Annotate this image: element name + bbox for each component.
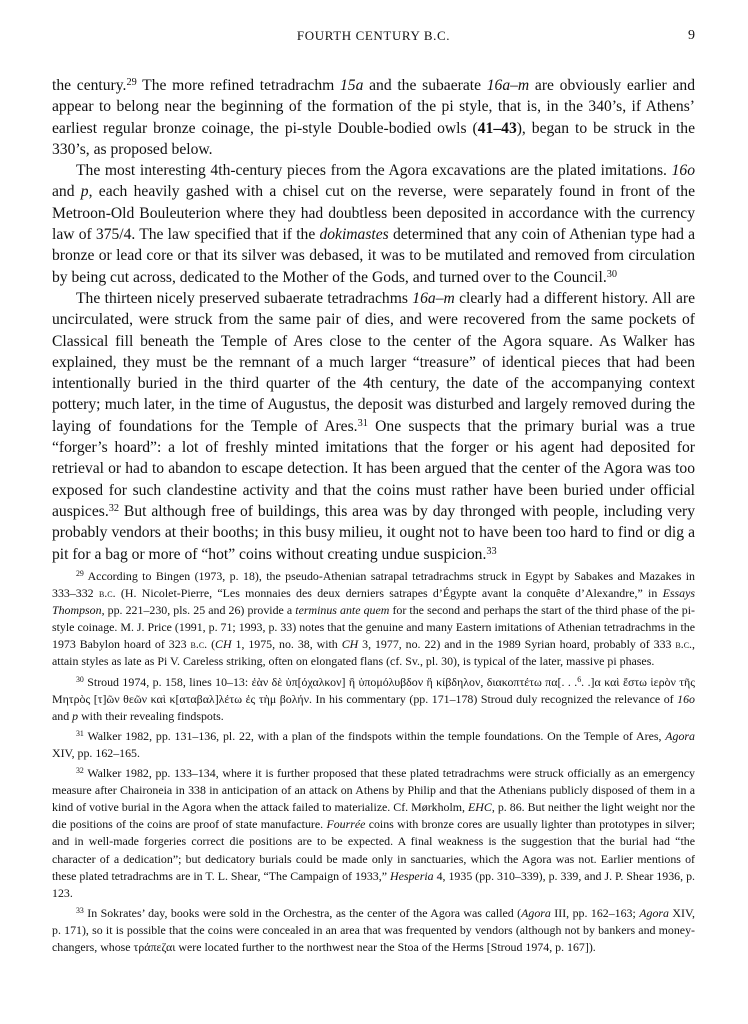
running-head: FOURTH CENTURY B.C.	[296, 28, 451, 43]
paragraph-3: The thirteen nicely preserved subaerate tetradrachms 16a–m clearly had a different history. All are uncirculated, were struck from the same pair of dies, and were recovered from the same pockets of Classical fill beneath the Temple of Ares close to the center of the Agora square. As Walker has explained, they must be the remnant of a much larger “treasure” of identical pieces that had been intentionally buried in the third quarter of the 4th century, the date of the accompanying context pottery; much later, in the time of Augustus, the deposit was disturbed and largely removed during the laying of foundations for the Temple of Ares.$^{31}$ One suspects that the primary burial was a true “forger’s hoard”: a lot of freshly minted imitations that the forger or his agent had deposited for retrieval or had to abandon to escape detection. It has been argued that the center of the Agora was too exposed for such clandestine activity and that the coins must rather have been buried under official auspices.$^{32}$ But although free of buildings, this area was by day thronged with people, including very probably vendors at their booths; in this busy milieu, it ought not to have been too hard to find or dig a pit for a bag or more of “hot” coins without creating undue suspicion.$^{33}$	[52, 289, 695, 563]
footnote-31: $^{31}$ Walker 1982, pp. 131–136, pl. 22, with a plan of the findspots within the temple foundations. On the Temple of Ares, Agora XIV, pp. 162–165.	[52, 728, 695, 760]
footnote-ref-33[interactable]: 33	[486, 545, 497, 557]
footnote-ref-29[interactable]: 29	[126, 76, 137, 88]
main-text	[52, 75, 695, 565]
footnote-ref-32[interactable]: 32	[108, 502, 120, 514]
paragraph-1: the century.$^{29}$ The more refined tetradrachm 15a and the subaerate 16a–m are obviously earlier and appear to belong near the beginning of the formation of the pi style, that is, in the 340’s, if Athens’ earliest regular bronze coinage, the pi-style Double-bodied owls (41–43), began to be struck in the 330’s, as proposed below.	[52, 76, 695, 158]
footnote-32: $^{32}$ Walker 1982, pp. 133–134, where it is further proposed that these plated tetradrachms were struck officially as an emergency measure after Chaironeia in 338 in anticipation of an attack on Athens by Philip and that the Athenians publicly disposed of them in a kind of votive burial in the Agora when the attack failed to materialize. Cf. Mørkholm, EHC, p. 86. But neither the light weight nor the die positions of the coins are proof of state manufacture. Fourrée coins with bronze cores are usually lighter than prototypes in silver; and in well-made forgeries correct die positions are to be expected. A final weakness is the suggestion that the burial had “the character of a dedication”; but dedicatory burials could be made only in sanctuaries, which the Agora was not. Earlier mentions of these plated tetradrachms are in T. L. Shear, “The Campaign of 1933,” Hesperia 4, 1935 (pp. 310–339), p. 339, and J. P. Shear 1936, p. 123.	[52, 766, 695, 900]
footnote-30: $^{30}$ Stroud 1974, p. 158, lines 10–13: ἐὰν δὲ ὑπ[όχαλκον] ἢ ὑπομόλυβδον ἢ κίβδηλον, διακοπτέτω πα[. . .$^6$. .]α καὶ ἔστω ἱερὸν τῆς Μητρὸς [τ]ῶν θεῶν καὶ κ[αταβαλ]λέτω ἐς τὴμ βολήν. In his commentary (pp. 171–178) Stroud duly recognized the relevance of 16o and p with their revealing findspots.	[52, 674, 695, 723]
footnote-ref-30[interactable]: 30	[606, 268, 618, 280]
catalogue-ref-41-43: 41–43	[477, 119, 517, 137]
paragraph-2: The most interesting 4th-century pieces from the Agora excavations are the plated imitations. 16o and p, each heavily gashed with a chisel cut on the reverse, were separately found in front of the Metroon-Old Bouleuterion where they had doubtless been deposited in accordance with the currency law of 375/4. The law specified that if the dokimastes determined that any coin of Athenian type had a bronze or lead core or that its silver was debased, it was to be mutilated and removed from circulation by being cut across, dedicated to the Mother of the Gods, and turned over to the Council.$^{30}$	[52, 162, 696, 286]
footnotes	[52, 568, 695, 959]
footnote-ref-31[interactable]: 31	[357, 417, 368, 429]
footnote-29: $^{29}$ According to Bingen (1973, p. 18), the pseudo-Athenian satrapal tetradrachms struck in Egypt by Sabakes and Mazakes in 333–332 b.c. (H. Nicolet-Pierre, “Les monnaies des deux derniers satrapes d’Égypte avant la conquête d’Alexandre,” in Essays Thompson, pp. 221–230, pls. 25 and 26) provide a terminus ante quem for the second and perhaps the start of the third phase of the pi-style coinage. M. J. Price (1991, p. 71; 1993, p. 33) notes that the genuine and many Eastern imitations of Athenian tetradrachms in the 1973 Babylon hoard of 323 b.c. (CH 1, 1975, no. 38, with CH 3, 1977, no. 22) and in the 1989 Syrian hoard, probably of 333 b.c., attain styles as late as Pi V. Careless striking, often on elongated flans (cf. Sv., pl. 30), is typical of the later, massive pi phases.	[52, 569, 696, 669]
page-number: 9	[688, 28, 695, 43]
footnote-33: $^{33}$ In Sokrates’ day, books were sold in the Orchestra, as the center of the Agora was called (Agora III, pp. 162–163; Agora XIV, p. 171), so it is possible that the coins were concealed in an area that was frequented by vendors (although not by bankers and money-changers, whose τράπεζαι were located further to the northwest near the Stoa of the Herms [Stroud 1974, p. 167]).	[52, 905, 695, 954]
page-header	[52, 28, 695, 48]
